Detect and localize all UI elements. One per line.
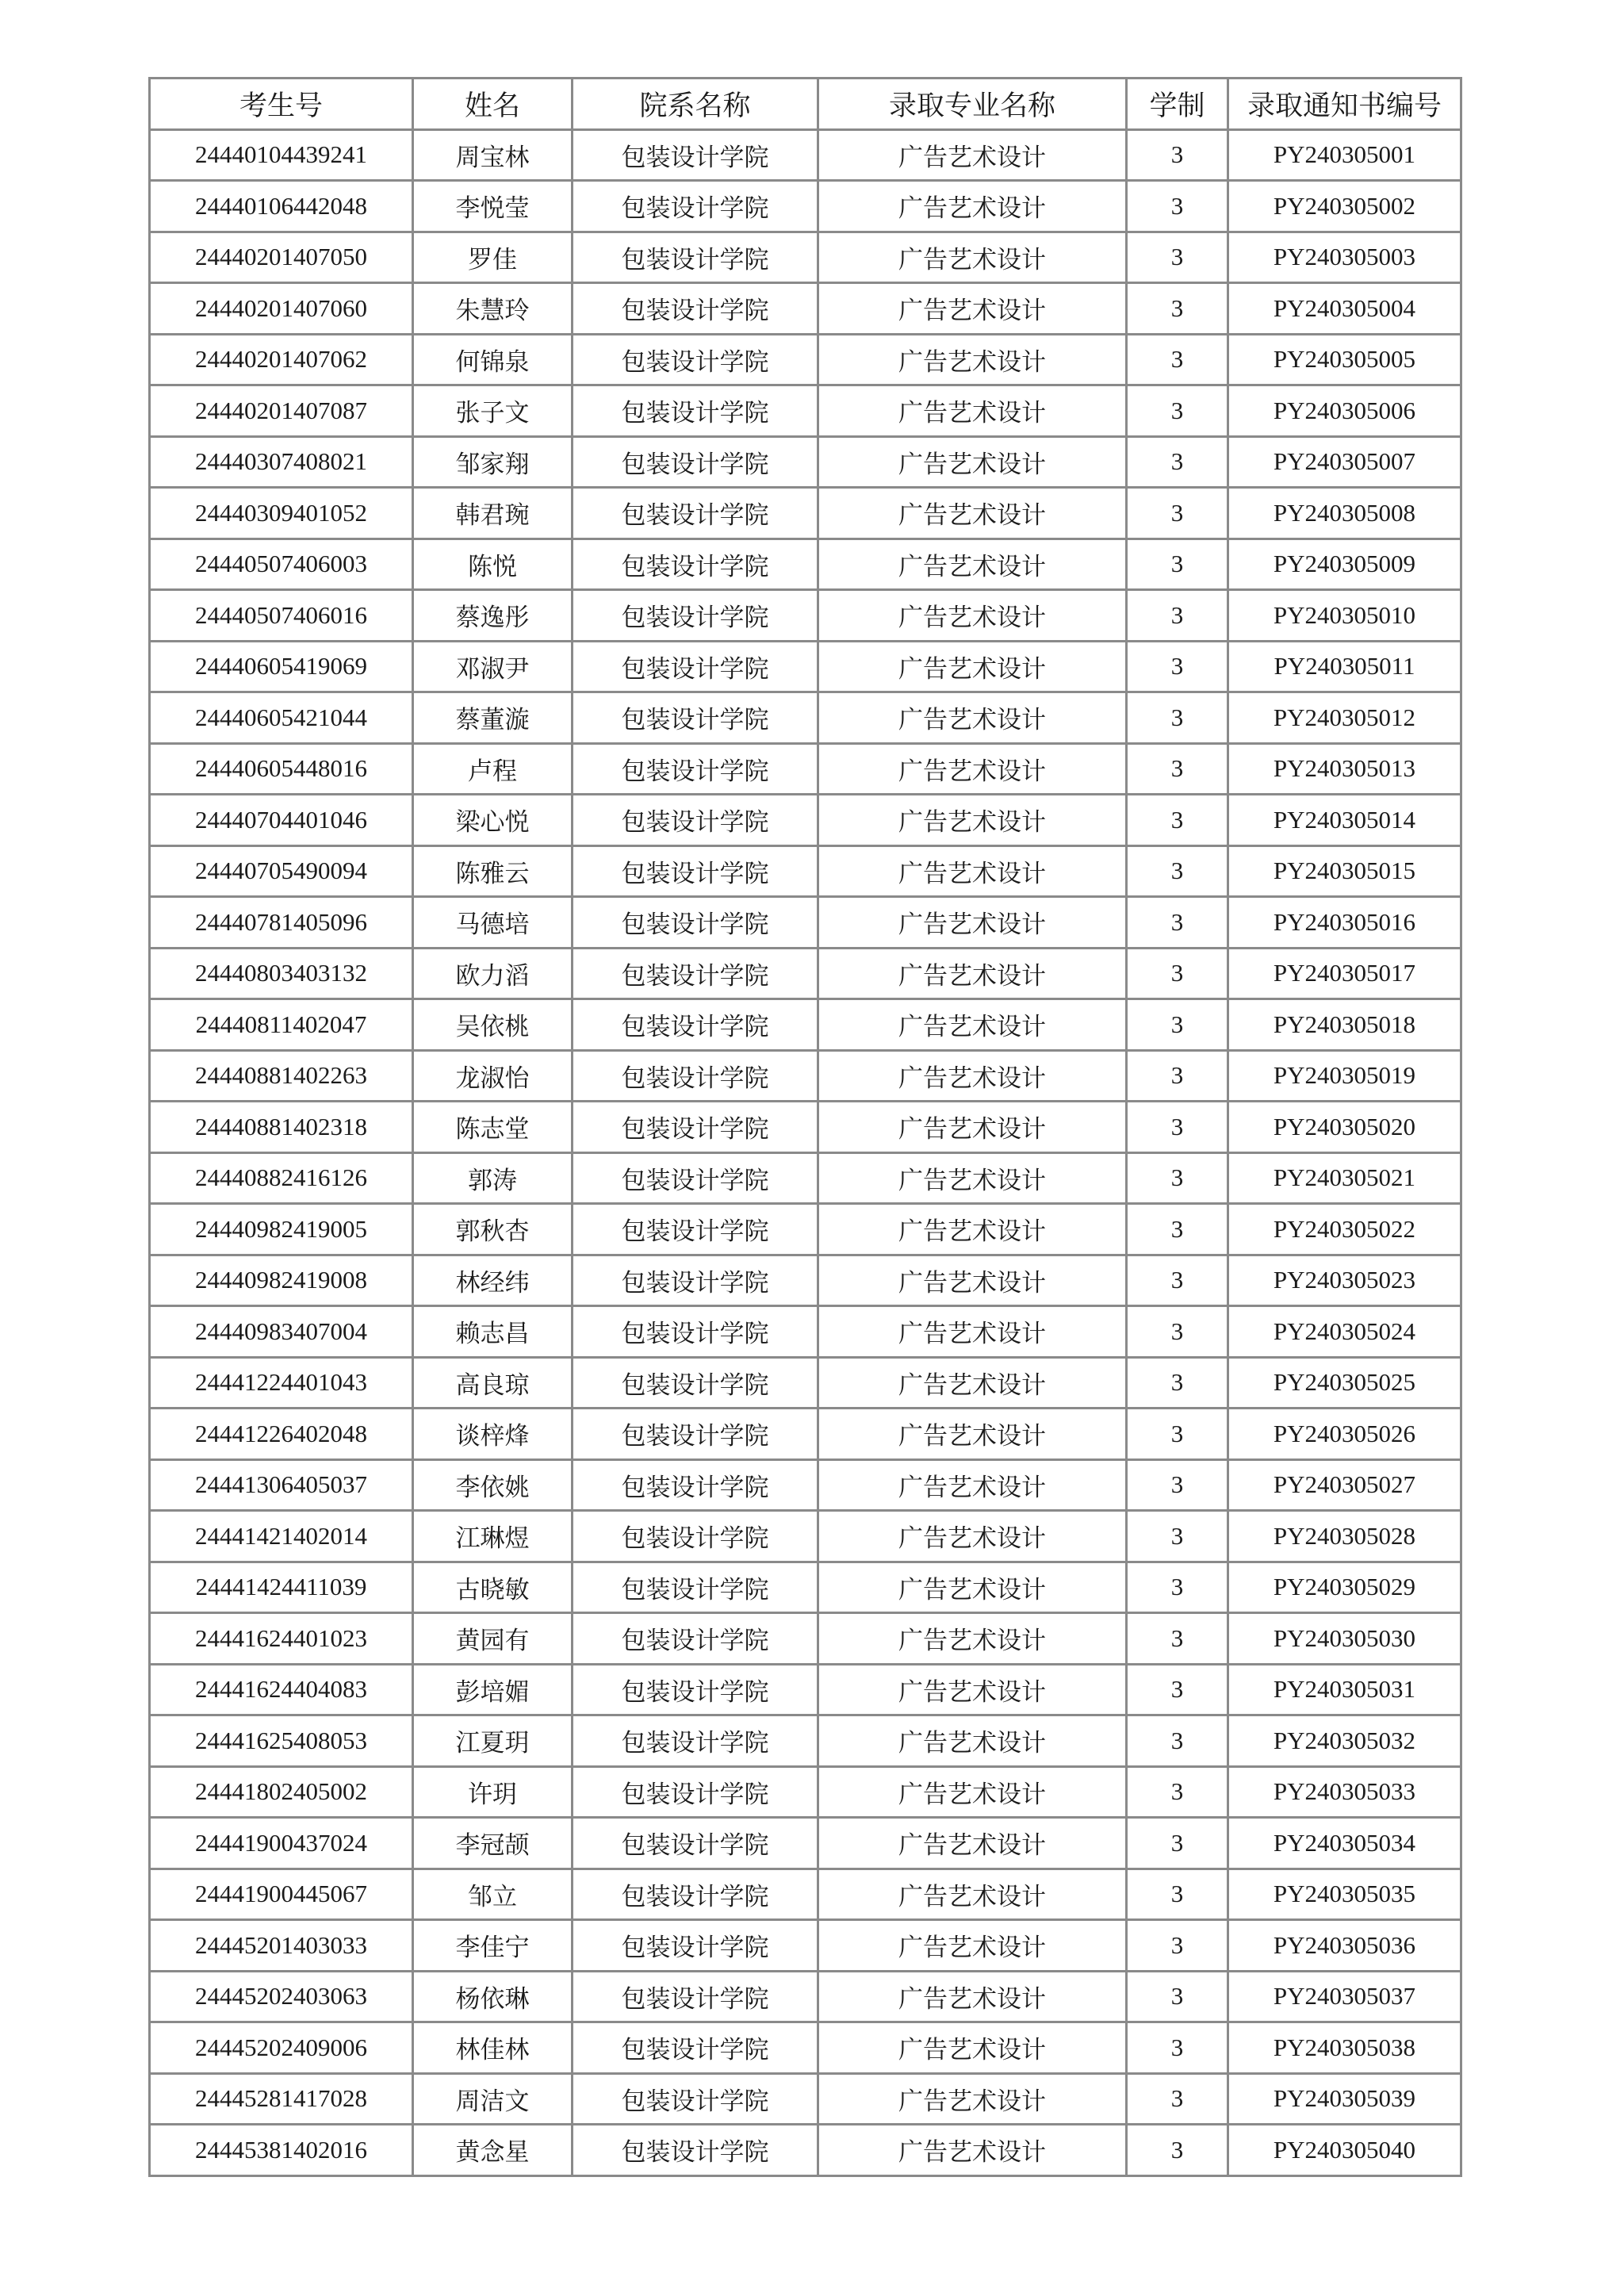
exam-id-cell: 24441625408053	[150, 1715, 413, 1767]
notice-number-cell: PY240305035	[1228, 1869, 1461, 1920]
notice-number-cell: PY240305031	[1228, 1664, 1461, 1715]
header-department: 院系名称	[573, 79, 818, 130]
notice-number-cell: PY240305036	[1228, 1920, 1461, 1972]
header-duration: 学制	[1127, 79, 1228, 130]
major-cell: 广告艺术设计	[818, 1306, 1127, 1358]
table-row	[150, 897, 1461, 949]
name-cell: 江琳煜	[413, 1511, 573, 1562]
major-cell: 广告艺术设计	[818, 999, 1127, 1051]
department-cell: 包装设计学院	[573, 795, 818, 846]
table-row	[150, 488, 1461, 539]
exam-id-cell: 24441224401043	[150, 1357, 413, 1409]
department-cell: 包装设计学院	[573, 1766, 818, 1818]
department-cell: 包装设计学院	[573, 1511, 818, 1562]
notice-number-cell: PY240305030	[1228, 1613, 1461, 1665]
notice-number-cell: PY240305034	[1228, 1818, 1461, 1869]
name-cell: 龙淑怡	[413, 1050, 573, 1102]
table-row	[150, 181, 1461, 232]
header-notice-number: 录取通知书编号	[1228, 79, 1461, 130]
exam-id-cell: 24440201407087	[150, 385, 413, 437]
major-cell: 广告艺术设计	[818, 1459, 1127, 1511]
major-cell: 广告艺术设计	[818, 1920, 1127, 1972]
duration-cell: 3	[1127, 641, 1228, 692]
notice-number-cell: PY240305004	[1228, 283, 1461, 335]
table-row	[150, 1050, 1461, 1102]
major-cell: 广告艺术设计	[818, 1971, 1127, 2022]
duration-cell: 3	[1127, 795, 1228, 846]
major-cell: 广告艺术设计	[818, 2125, 1127, 2176]
name-cell: 何锦泉	[413, 334, 573, 385]
table-row	[150, 385, 1461, 437]
department-cell: 包装设计学院	[573, 334, 818, 385]
table-row	[150, 129, 1461, 181]
major-cell: 广告艺术设计	[818, 1357, 1127, 1409]
name-cell: 高良琼	[413, 1357, 573, 1409]
notice-number-cell: PY240305028	[1228, 1511, 1461, 1562]
name-cell: 周宝林	[413, 129, 573, 181]
department-cell: 包装设计学院	[573, 1409, 818, 1460]
table-row	[150, 436, 1461, 488]
table-row	[150, 795, 1461, 846]
duration-cell: 3	[1127, 1511, 1228, 1562]
exam-id-cell: 24441424411039	[150, 1562, 413, 1613]
department-cell: 包装设计学院	[573, 1102, 818, 1153]
exam-id-cell: 24440307408021	[150, 436, 413, 488]
table-row	[150, 539, 1461, 590]
major-cell: 广告艺术设计	[818, 590, 1127, 642]
name-cell: 陈雅云	[413, 845, 573, 897]
table-row	[150, 1613, 1461, 1665]
exam-id-cell: 24440201407050	[150, 232, 413, 283]
department-cell: 包装设计学院	[573, 948, 818, 999]
department-cell: 包装设计学院	[573, 181, 818, 232]
major-cell: 广告艺术设计	[818, 1613, 1127, 1665]
duration-cell: 3	[1127, 1766, 1228, 1818]
exam-id-cell: 24440201407062	[150, 334, 413, 385]
department-cell: 包装设计学院	[573, 1306, 818, 1358]
exam-id-cell: 24441900445067	[150, 1869, 413, 1920]
exam-id-cell: 24440309401052	[150, 488, 413, 539]
table-row	[150, 283, 1461, 335]
major-cell: 广告艺术设计	[818, 1562, 1127, 1613]
duration-cell: 3	[1127, 1409, 1228, 1460]
notice-number-cell: PY240305006	[1228, 385, 1461, 437]
name-cell: 朱慧玲	[413, 283, 573, 335]
table-row	[150, 1920, 1461, 1972]
duration-cell: 3	[1127, 1818, 1228, 1869]
major-cell: 广告艺术设计	[818, 897, 1127, 949]
duration-cell: 3	[1127, 1459, 1228, 1511]
major-cell: 广告艺术设计	[818, 488, 1127, 539]
table-row	[150, 743, 1461, 795]
table-row	[150, 1818, 1461, 1869]
exam-id-cell: 24440507406016	[150, 590, 413, 642]
notice-number-cell: PY240305009	[1228, 539, 1461, 590]
notice-number-cell: PY240305007	[1228, 436, 1461, 488]
table-row	[150, 334, 1461, 385]
duration-cell: 3	[1127, 845, 1228, 897]
exam-id-cell: 24441226402048	[150, 1409, 413, 1460]
table-row	[150, 1204, 1461, 1255]
major-cell: 广告艺术设计	[818, 2073, 1127, 2125]
major-cell: 广告艺术设计	[818, 1152, 1127, 1204]
header-major: 录取专业名称	[818, 79, 1127, 130]
table-row	[150, 1357, 1461, 1409]
name-cell: 江夏玥	[413, 1715, 573, 1767]
notice-number-cell: PY240305033	[1228, 1766, 1461, 1818]
name-cell: 谈梓烽	[413, 1409, 573, 1460]
duration-cell: 3	[1127, 1204, 1228, 1255]
exam-id-cell: 24440104439241	[150, 129, 413, 181]
major-cell: 广告艺术设计	[818, 232, 1127, 283]
duration-cell: 3	[1127, 1306, 1228, 1358]
name-cell: 邹家翔	[413, 436, 573, 488]
name-cell: 陈志堂	[413, 1102, 573, 1153]
table-row	[150, 232, 1461, 283]
notice-number-cell: PY240305029	[1228, 1562, 1461, 1613]
department-cell: 包装设计学院	[573, 2022, 818, 2074]
notice-number-cell: PY240305005	[1228, 334, 1461, 385]
exam-id-cell: 24440705490094	[150, 845, 413, 897]
department-cell: 包装设计学院	[573, 2125, 818, 2176]
exam-id-cell: 24441306405037	[150, 1459, 413, 1511]
name-cell: 郭涛	[413, 1152, 573, 1204]
table-row	[150, 1766, 1461, 1818]
name-cell: 罗佳	[413, 232, 573, 283]
notice-number-cell: PY240305014	[1228, 795, 1461, 846]
department-cell: 包装设计学院	[573, 1357, 818, 1409]
name-cell: 蔡董漩	[413, 692, 573, 744]
notice-number-cell: PY240305032	[1228, 1715, 1461, 1767]
duration-cell: 3	[1127, 1613, 1228, 1665]
department-cell: 包装设计学院	[573, 1050, 818, 1102]
department-cell: 包装设计学院	[573, 539, 818, 590]
major-cell: 广告艺术设计	[818, 283, 1127, 335]
notice-number-cell: PY240305010	[1228, 590, 1461, 642]
table-row	[150, 641, 1461, 692]
admission-table	[148, 77, 1462, 2177]
notice-number-cell: PY240305026	[1228, 1409, 1461, 1460]
table-row	[150, 1102, 1461, 1153]
duration-cell: 3	[1127, 1255, 1228, 1306]
duration-cell: 3	[1127, 129, 1228, 181]
exam-id-cell: 24440881402318	[150, 1102, 413, 1153]
notice-number-cell: PY240305017	[1228, 948, 1461, 999]
table-row	[150, 999, 1461, 1051]
name-cell: 李佳宁	[413, 1920, 573, 1972]
major-cell: 广告艺术设计	[818, 1102, 1127, 1153]
major-cell: 广告艺术设计	[818, 641, 1127, 692]
duration-cell: 3	[1127, 232, 1228, 283]
header-exam-id: 考生号	[150, 79, 413, 130]
duration-cell: 3	[1127, 283, 1228, 335]
major-cell: 广告艺术设计	[818, 1766, 1127, 1818]
major-cell: 广告艺术设计	[818, 795, 1127, 846]
name-cell: 卢程	[413, 743, 573, 795]
exam-id-cell: 24445281417028	[150, 2073, 413, 2125]
table-row	[150, 1869, 1461, 1920]
duration-cell: 3	[1127, 692, 1228, 744]
name-cell: 李冠颉	[413, 1818, 573, 1869]
notice-number-cell: PY240305037	[1228, 1971, 1461, 2022]
name-cell: 林经纬	[413, 1255, 573, 1306]
duration-cell: 3	[1127, 1920, 1228, 1972]
department-cell: 包装设计学院	[573, 641, 818, 692]
exam-id-cell: 24440704401046	[150, 795, 413, 846]
duration-cell: 3	[1127, 334, 1228, 385]
exam-id-cell: 24440881402263	[150, 1050, 413, 1102]
table-row	[150, 692, 1461, 744]
department-cell: 包装设计学院	[573, 590, 818, 642]
notice-number-cell: PY240305027	[1228, 1459, 1461, 1511]
table-row	[150, 1255, 1461, 1306]
notice-number-cell: PY240305013	[1228, 743, 1461, 795]
name-cell: 李依姚	[413, 1459, 573, 1511]
exam-id-cell: 24441624401023	[150, 1613, 413, 1665]
department-cell: 包装设计学院	[573, 743, 818, 795]
department-cell: 包装设计学院	[573, 1152, 818, 1204]
major-cell: 广告艺术设计	[818, 2022, 1127, 2074]
department-cell: 包装设计学院	[573, 1818, 818, 1869]
exam-id-cell: 24440983407004	[150, 1306, 413, 1358]
exam-id-cell: 24440605448016	[150, 743, 413, 795]
major-cell: 广告艺术设计	[818, 845, 1127, 897]
department-cell: 包装设计学院	[573, 692, 818, 744]
department-cell: 包装设计学院	[573, 385, 818, 437]
major-cell: 广告艺术设计	[818, 129, 1127, 181]
notice-number-cell: PY240305038	[1228, 2022, 1461, 2074]
duration-cell: 3	[1127, 948, 1228, 999]
exam-id-cell: 24440811402047	[150, 999, 413, 1051]
name-cell: 邹立	[413, 1869, 573, 1920]
major-cell: 广告艺术设计	[818, 948, 1127, 999]
table-row	[150, 2125, 1461, 2176]
notice-number-cell: PY240305024	[1228, 1306, 1461, 1358]
duration-cell: 3	[1127, 1152, 1228, 1204]
duration-cell: 3	[1127, 2022, 1228, 2074]
name-cell: 杨依琳	[413, 1971, 573, 2022]
department-cell: 包装设计学院	[573, 1869, 818, 1920]
duration-cell: 3	[1127, 181, 1228, 232]
major-cell: 广告艺术设计	[818, 181, 1127, 232]
major-cell: 广告艺术设计	[818, 539, 1127, 590]
table-row	[150, 2022, 1461, 2074]
duration-cell: 3	[1127, 1562, 1228, 1613]
notice-number-cell: PY240305002	[1228, 181, 1461, 232]
exam-id-cell: 24440605419069	[150, 641, 413, 692]
name-cell: 张子文	[413, 385, 573, 437]
name-cell: 蔡逸彤	[413, 590, 573, 642]
table-row	[150, 590, 1461, 642]
notice-number-cell: PY240305019	[1228, 1050, 1461, 1102]
duration-cell: 3	[1127, 385, 1228, 437]
major-cell: 广告艺术设计	[818, 1715, 1127, 1767]
duration-cell: 3	[1127, 1971, 1228, 2022]
duration-cell: 3	[1127, 539, 1228, 590]
name-cell: 黄念星	[413, 2125, 573, 2176]
major-cell: 广告艺术设计	[818, 1511, 1127, 1562]
name-cell: 彭培媚	[413, 1664, 573, 1715]
exam-id-cell: 24441624404083	[150, 1664, 413, 1715]
table-row	[150, 1664, 1461, 1715]
department-cell: 包装设计学院	[573, 488, 818, 539]
exam-id-cell: 24441421402014	[150, 1511, 413, 1562]
name-cell: 梁心悦	[413, 795, 573, 846]
duration-cell: 3	[1127, 1050, 1228, 1102]
duration-cell: 3	[1127, 2073, 1228, 2125]
notice-number-cell: PY240305020	[1228, 1102, 1461, 1153]
notice-number-cell: PY240305011	[1228, 641, 1461, 692]
duration-cell: 3	[1127, 488, 1228, 539]
major-cell: 广告艺术设计	[818, 1818, 1127, 1869]
name-cell: 欧力滔	[413, 948, 573, 999]
notice-number-cell: PY240305022	[1228, 1204, 1461, 1255]
name-cell: 郭秋杏	[413, 1204, 573, 1255]
exam-id-cell: 24440982419008	[150, 1255, 413, 1306]
name-cell: 邓淑尹	[413, 641, 573, 692]
duration-cell: 3	[1127, 897, 1228, 949]
major-cell: 广告艺术设计	[818, 1664, 1127, 1715]
department-cell: 包装设计学院	[573, 1971, 818, 2022]
table-row	[150, 1409, 1461, 1460]
table-row	[150, 2073, 1461, 2125]
department-cell: 包装设计学院	[573, 129, 818, 181]
department-cell: 包装设计学院	[573, 999, 818, 1051]
table-row	[150, 1971, 1461, 2022]
department-cell: 包装设计学院	[573, 436, 818, 488]
exam-id-cell: 24445201403033	[150, 1920, 413, 1972]
table-row	[150, 845, 1461, 897]
major-cell: 广告艺术设计	[818, 334, 1127, 385]
department-cell: 包装设计学院	[573, 1920, 818, 1972]
name-cell: 马德培	[413, 897, 573, 949]
name-cell: 吴依桃	[413, 999, 573, 1051]
exam-id-cell: 24441802405002	[150, 1766, 413, 1818]
exam-id-cell: 24445381402016	[150, 2125, 413, 2176]
name-cell: 黄园有	[413, 1613, 573, 1665]
exam-id-cell: 24445202403063	[150, 1971, 413, 2022]
department-cell: 包装设计学院	[573, 1562, 818, 1613]
name-cell: 韩君琬	[413, 488, 573, 539]
exam-id-cell: 24440781405096	[150, 897, 413, 949]
duration-cell: 3	[1127, 590, 1228, 642]
major-cell: 广告艺术设计	[818, 385, 1127, 437]
notice-number-cell: PY240305018	[1228, 999, 1461, 1051]
notice-number-cell: PY240305001	[1228, 129, 1461, 181]
notice-number-cell: PY240305016	[1228, 897, 1461, 949]
duration-cell: 3	[1127, 436, 1228, 488]
header-row	[150, 79, 1461, 130]
notice-number-cell: PY240305015	[1228, 845, 1461, 897]
notice-number-cell: PY240305025	[1228, 1357, 1461, 1409]
department-cell: 包装设计学院	[573, 845, 818, 897]
major-cell: 广告艺术设计	[818, 1869, 1127, 1920]
major-cell: 广告艺术设计	[818, 692, 1127, 744]
department-cell: 包装设计学院	[573, 1613, 818, 1665]
notice-number-cell: PY240305003	[1228, 232, 1461, 283]
table-row	[150, 1152, 1461, 1204]
notice-number-cell: PY240305021	[1228, 1152, 1461, 1204]
department-cell: 包装设计学院	[573, 1664, 818, 1715]
name-cell: 陈悦	[413, 539, 573, 590]
name-cell: 古晓敏	[413, 1562, 573, 1613]
major-cell: 广告艺术设计	[818, 436, 1127, 488]
exam-id-cell: 24440507406003	[150, 539, 413, 590]
major-cell: 广告艺术设计	[818, 1204, 1127, 1255]
notice-number-cell: PY240305012	[1228, 692, 1461, 744]
name-cell: 林佳林	[413, 2022, 573, 2074]
table-body	[150, 129, 1461, 2175]
duration-cell: 3	[1127, 2125, 1228, 2176]
department-cell: 包装设计学院	[573, 1459, 818, 1511]
duration-cell: 3	[1127, 1357, 1228, 1409]
duration-cell: 3	[1127, 1715, 1228, 1767]
department-cell: 包装设计学院	[573, 283, 818, 335]
name-cell: 李悦莹	[413, 181, 573, 232]
duration-cell: 3	[1127, 1664, 1228, 1715]
major-cell: 广告艺术设计	[818, 1050, 1127, 1102]
table-row	[150, 1562, 1461, 1613]
major-cell: 广告艺术设计	[818, 1409, 1127, 1460]
exam-id-cell: 24441900437024	[150, 1818, 413, 1869]
duration-cell: 3	[1127, 999, 1228, 1051]
department-cell: 包装设计学院	[573, 1255, 818, 1306]
table-row	[150, 1715, 1461, 1767]
major-cell: 广告艺术设计	[818, 743, 1127, 795]
name-cell: 许玥	[413, 1766, 573, 1818]
exam-id-cell: 24440803403132	[150, 948, 413, 999]
notice-number-cell: PY240305008	[1228, 488, 1461, 539]
table-row	[150, 948, 1461, 999]
department-cell: 包装设计学院	[573, 1715, 818, 1767]
department-cell: 包装设计学院	[573, 897, 818, 949]
major-cell: 广告艺术设计	[818, 1255, 1127, 1306]
notice-number-cell: PY240305023	[1228, 1255, 1461, 1306]
exam-id-cell: 24440201407060	[150, 283, 413, 335]
table-row	[150, 1511, 1461, 1562]
notice-number-cell: PY240305039	[1228, 2073, 1461, 2125]
department-cell: 包装设计学院	[573, 232, 818, 283]
duration-cell: 3	[1127, 1869, 1228, 1920]
header-name: 姓名	[413, 79, 573, 130]
notice-number-cell: PY240305040	[1228, 2125, 1461, 2176]
exam-id-cell: 24440882416126	[150, 1152, 413, 1204]
duration-cell: 3	[1127, 743, 1228, 795]
duration-cell: 3	[1127, 1102, 1228, 1153]
exam-id-cell: 24440605421044	[150, 692, 413, 744]
table-row	[150, 1306, 1461, 1358]
department-cell: 包装设计学院	[573, 1204, 818, 1255]
department-cell: 包装设计学院	[573, 2073, 818, 2125]
exam-id-cell: 24440982419005	[150, 1204, 413, 1255]
exam-id-cell: 24445202409006	[150, 2022, 413, 2074]
name-cell: 周洁文	[413, 2073, 573, 2125]
name-cell: 赖志昌	[413, 1306, 573, 1358]
table-row	[150, 1459, 1461, 1511]
exam-id-cell: 24440106442048	[150, 181, 413, 232]
